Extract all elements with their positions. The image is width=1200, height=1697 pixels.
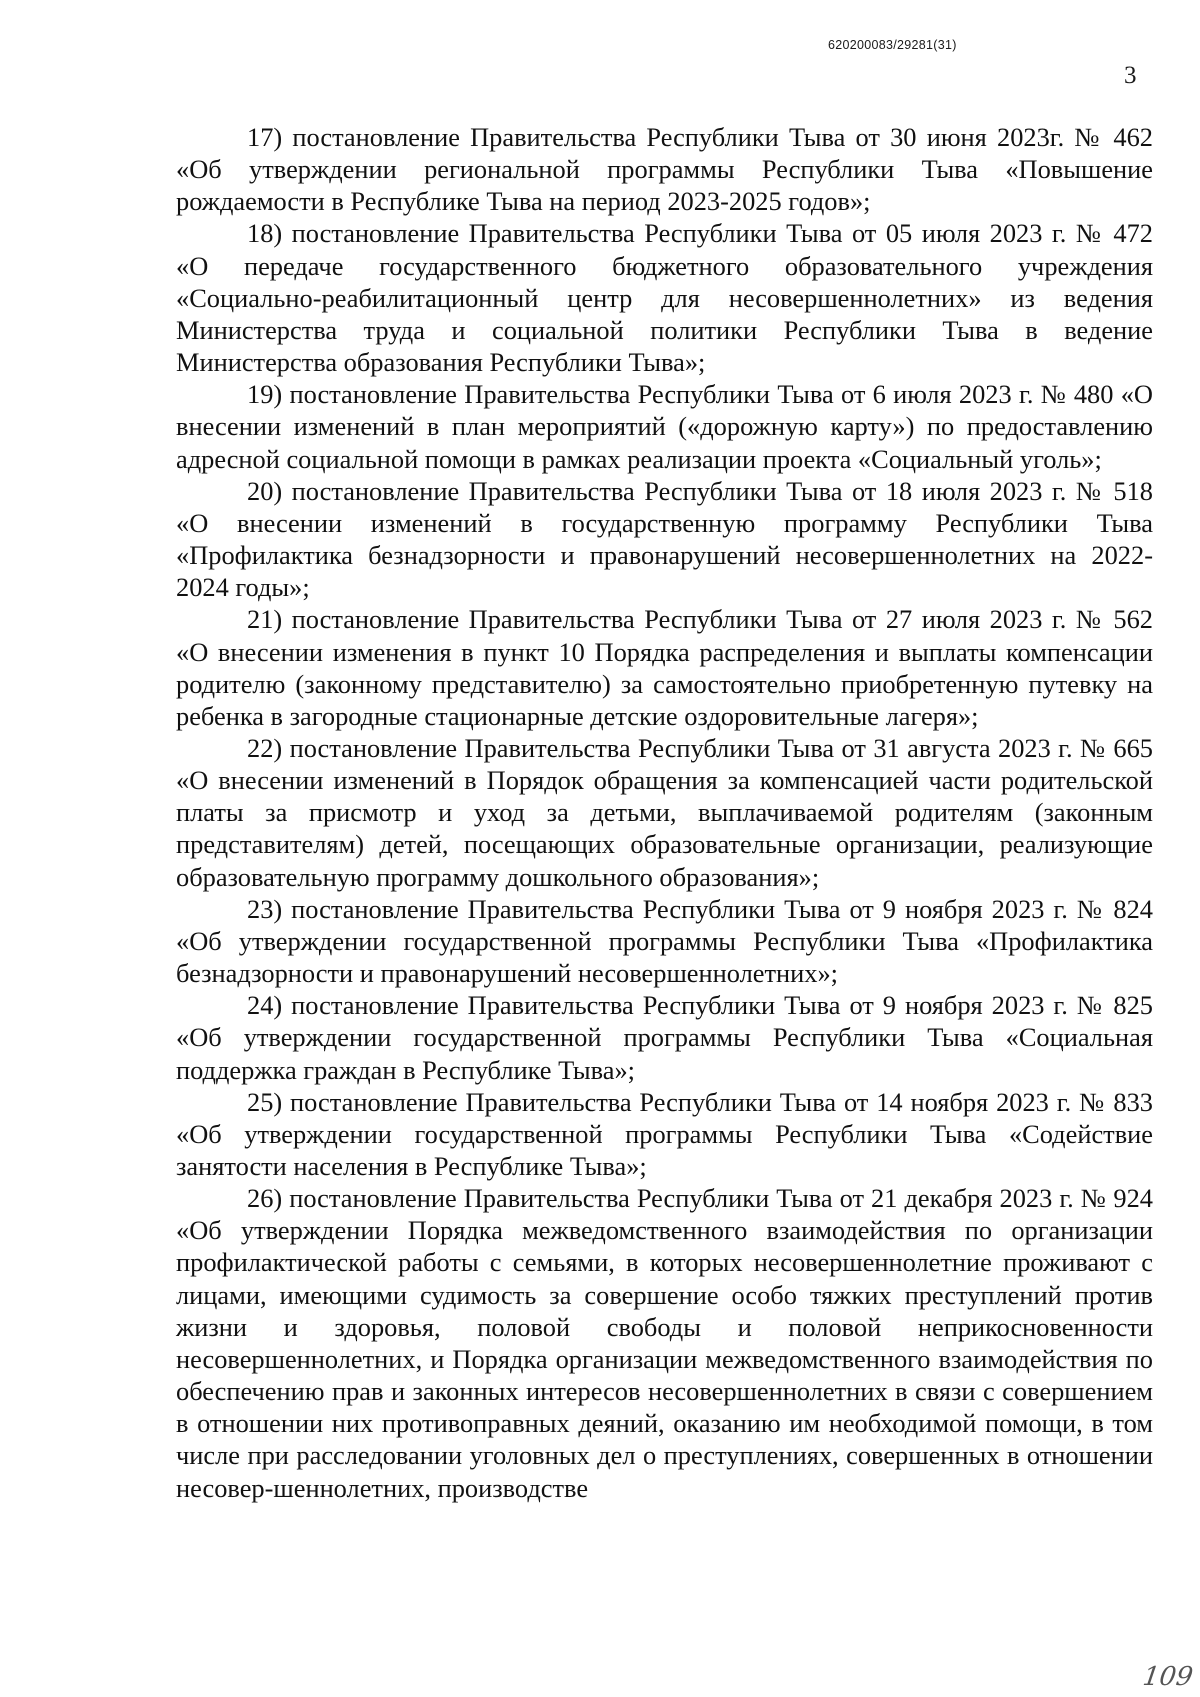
list-item-21: 21) постановление Правительства Республики Тыва от 27 июля 2023 г. № 562 «О внесении изменения в пункт 10 Порядка распределения и выплаты компенсации родителю (законному представителю) за самостоятельно приобретенную путевку на ребенка в загородные стационарные детские оздоровительные лагеря»; (176, 604, 1153, 731)
handwritten-page-mark: 109 (1140, 1662, 1195, 1692)
list-item-25: 25) постановление Правительства Республики Тыва от 14 ноября 2023 г. № 833 «Об утверждении государственной программы Республики Тыва «Содействие занятости населения в Республике Тыва»; (176, 1086, 1153, 1181)
list-item-20: 20) постановление Правительства Республики Тыва от 18 июля 2023 г. № 518 «О внесении изменений в государственную программу Республики Тыва «Профилактика безнадзорности и правонарушений несовершеннолетних на 2022-2024 годы»; (176, 475, 1153, 603)
list-item-23: 23) постановление Правительства Республики Тыва от 9 ноября 2023 г. № 824 «Об утверждении государственной программы Республики Тыва «Профилактика безнадзорности и правонарушений несовершеннолетних»; (176, 893, 1153, 989)
list-item-24: 24) постановление Правительства Республики Тыва от 9 ноября 2023 г. № 825 «Об утверждении государственной программы Республики Тыва «Социальная поддержка граждан в Республике Тыва»; (176, 990, 1153, 1085)
list-item-22: 22) постановление Правительства Республики Тыва от 31 августа 2023 г. № 665 «О внесении изменений в Порядок обращения за компенсацией части родительской платы за присмотр и уход за детьми, выплачиваемой родителям (законным представителям) детей, посещающих образовательные организации, реализующие образовательную программу дошкольного образования»; (176, 732, 1153, 892)
list-item-18: 18) постановление Правительства Республики Тыва от 05 июля 2023 г. № 472 «О передаче государственного бюджетного образовательного учреждения «Социально-реабилитационный центр для несовершеннолетних» из ведения Министерства труда и социальной политики Республики Тыва в ведение Министерства образования Республики Тыва»; (176, 218, 1153, 378)
document-body (176, 121, 1153, 1504)
list-item-19: 19) постановление Правительства Республики Тыва от 6 июля 2023 г. № 480 «О внесении изменений в план мероприятий («дорожную карту») по предоставлению адресной социальной помощи в рамках реализации проекта «Социальный уголь»; (176, 379, 1153, 474)
page-number: 3 (1124, 62, 1137, 89)
list-item-17: 17) постановление Правительства Республики Тыва от 30 июня 2023г. № 462 «Об утверждении региональной программы Республики Тыва «Повышение рождаемости в Республике Тыва на период 2023-2025 годов»; (176, 122, 1153, 217)
list-item-26: 26) постановление Правительства Республики Тыва от 21 декабря 2023 г. № 924 «Об утверждении Порядка межведомственного взаимодействия по организации профилактической работы с семьями, в которых несовершеннолетние проживают с лицами, имеющими судимость за совершение особо тяжких преступлений против жизни и здоровья, половой свободы и половой неприкосновенности несовершеннолетних, и Порядка организации межведомственного взаимодействия по обеспечению прав и законных интересов несовершеннолетних в связи с совершением в отношении них противоправных деяний, оказанию им необходимой помощи, в том числе при расследовании уголовных дел о преступлениях, совершенных в отношении несовер-шеннолетних, производстве (176, 1183, 1153, 1503)
document-id: 620200083/29281(31) (828, 38, 957, 52)
